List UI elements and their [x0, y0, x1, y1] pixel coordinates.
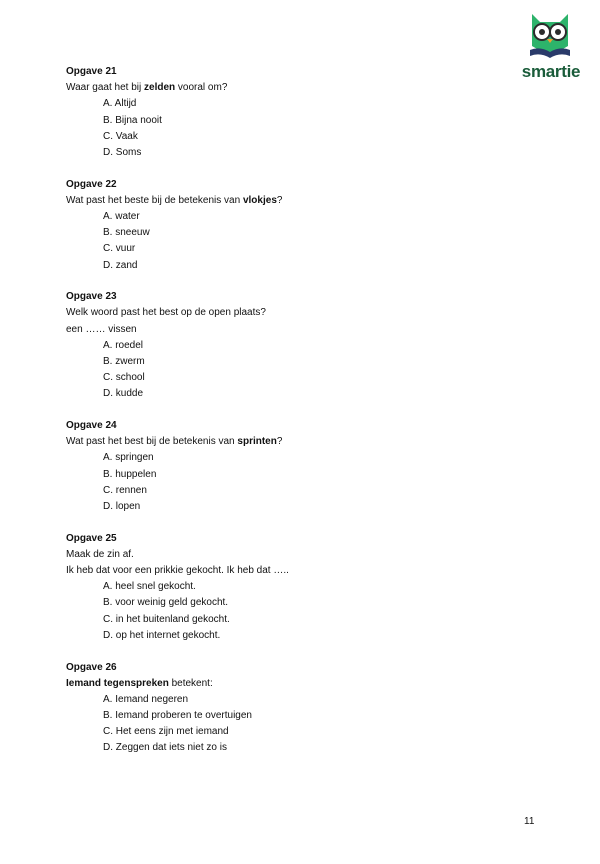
text-segment: Welk woord past het best op de open plaats?	[66, 307, 266, 319]
text-segment: Waar gaat het bij	[66, 82, 145, 94]
answer-option: B. Iemand proberen te overtuigen	[103, 710, 252, 722]
question-title: Opgave 25	[66, 532, 117, 544]
answer-option: A. heel snel gekocht.	[103, 581, 196, 593]
page-number: 11	[524, 816, 535, 827]
answer-option: C. Het eens zijn met iemand	[103, 726, 229, 738]
question-text	[66, 305, 526, 321]
question-text	[66, 193, 526, 209]
question-text	[66, 80, 526, 96]
answer-option: A. Altijd	[103, 98, 137, 110]
question-block	[66, 64, 526, 161]
text-segment: Wat past het beste bij de betekenis van	[66, 194, 243, 206]
answer-option: B. Bijna nooit	[103, 114, 162, 126]
answer-option: D. Zeggen dat iets niet zo is	[103, 742, 227, 754]
text-segment: een …… vissen	[66, 323, 137, 335]
answer-option: B. sneeuw	[103, 227, 150, 239]
text-segment: Wat past het best bij de betekenis van	[66, 436, 238, 448]
text-segment: vooral om?	[175, 82, 228, 94]
question-block	[66, 531, 526, 644]
keyword: Iemand tegenspreken	[66, 677, 169, 689]
answer-option: B. voor weinig geld gekocht.	[103, 597, 229, 609]
answer-option: C. school	[103, 372, 145, 384]
question-block	[66, 177, 526, 274]
question-title: Opgave 22	[66, 178, 117, 190]
text-segment: betekent:	[168, 677, 213, 689]
answer-option: B. huppelen	[103, 468, 157, 480]
text-segment: Ik heb dat voor een prikkie gekocht. Ik heb dat …..	[66, 565, 289, 577]
question-title: Opgave 26	[66, 661, 117, 673]
text-segment: Maak de zin af.	[66, 548, 134, 560]
question-title: Opgave 23	[66, 291, 117, 303]
answer-option: D. zand	[103, 259, 138, 271]
answer-option: C. vuur	[103, 243, 136, 255]
answer-option: B. zwerm	[103, 356, 145, 367]
keyword: sprinten	[237, 436, 277, 448]
answer-option: D. Soms	[103, 146, 142, 158]
answer-option: A. water	[103, 211, 140, 222]
question-text	[66, 676, 526, 692]
owl-icon	[522, 8, 578, 64]
keyword: zelden	[144, 82, 176, 94]
text-segment: ?	[276, 436, 283, 448]
answer-option: A. roedel	[103, 339, 144, 351]
logo-wordmark: smartie	[521, 62, 581, 81]
answer-option: D. kudde	[103, 388, 144, 400]
exercise-list	[66, 64, 526, 772]
question-title: Opgave 21	[66, 66, 117, 77]
answer-option: A. springen	[103, 452, 154, 464]
question-block	[66, 660, 526, 757]
question-text	[66, 547, 526, 563]
smartie-logo	[516, 8, 586, 80]
answer-option: D. op het internet gekocht.	[103, 629, 221, 641]
keyword: vlokjes	[242, 194, 277, 206]
question-block	[66, 418, 526, 515]
answer-option: A. Iemand negeren	[103, 693, 189, 705]
answer-option: C. Vaak	[103, 130, 138, 142]
question-text	[66, 563, 526, 579]
question-text	[66, 322, 526, 338]
answer-option: D. lopen	[103, 501, 141, 512]
question-title: Opgave 24	[66, 420, 117, 432]
question-text	[66, 434, 526, 450]
question-block	[66, 289, 526, 402]
answer-option: C. in het buitenland gekocht.	[103, 613, 230, 625]
answer-option: C. rennen	[103, 484, 147, 496]
text-segment: ?	[276, 194, 283, 206]
